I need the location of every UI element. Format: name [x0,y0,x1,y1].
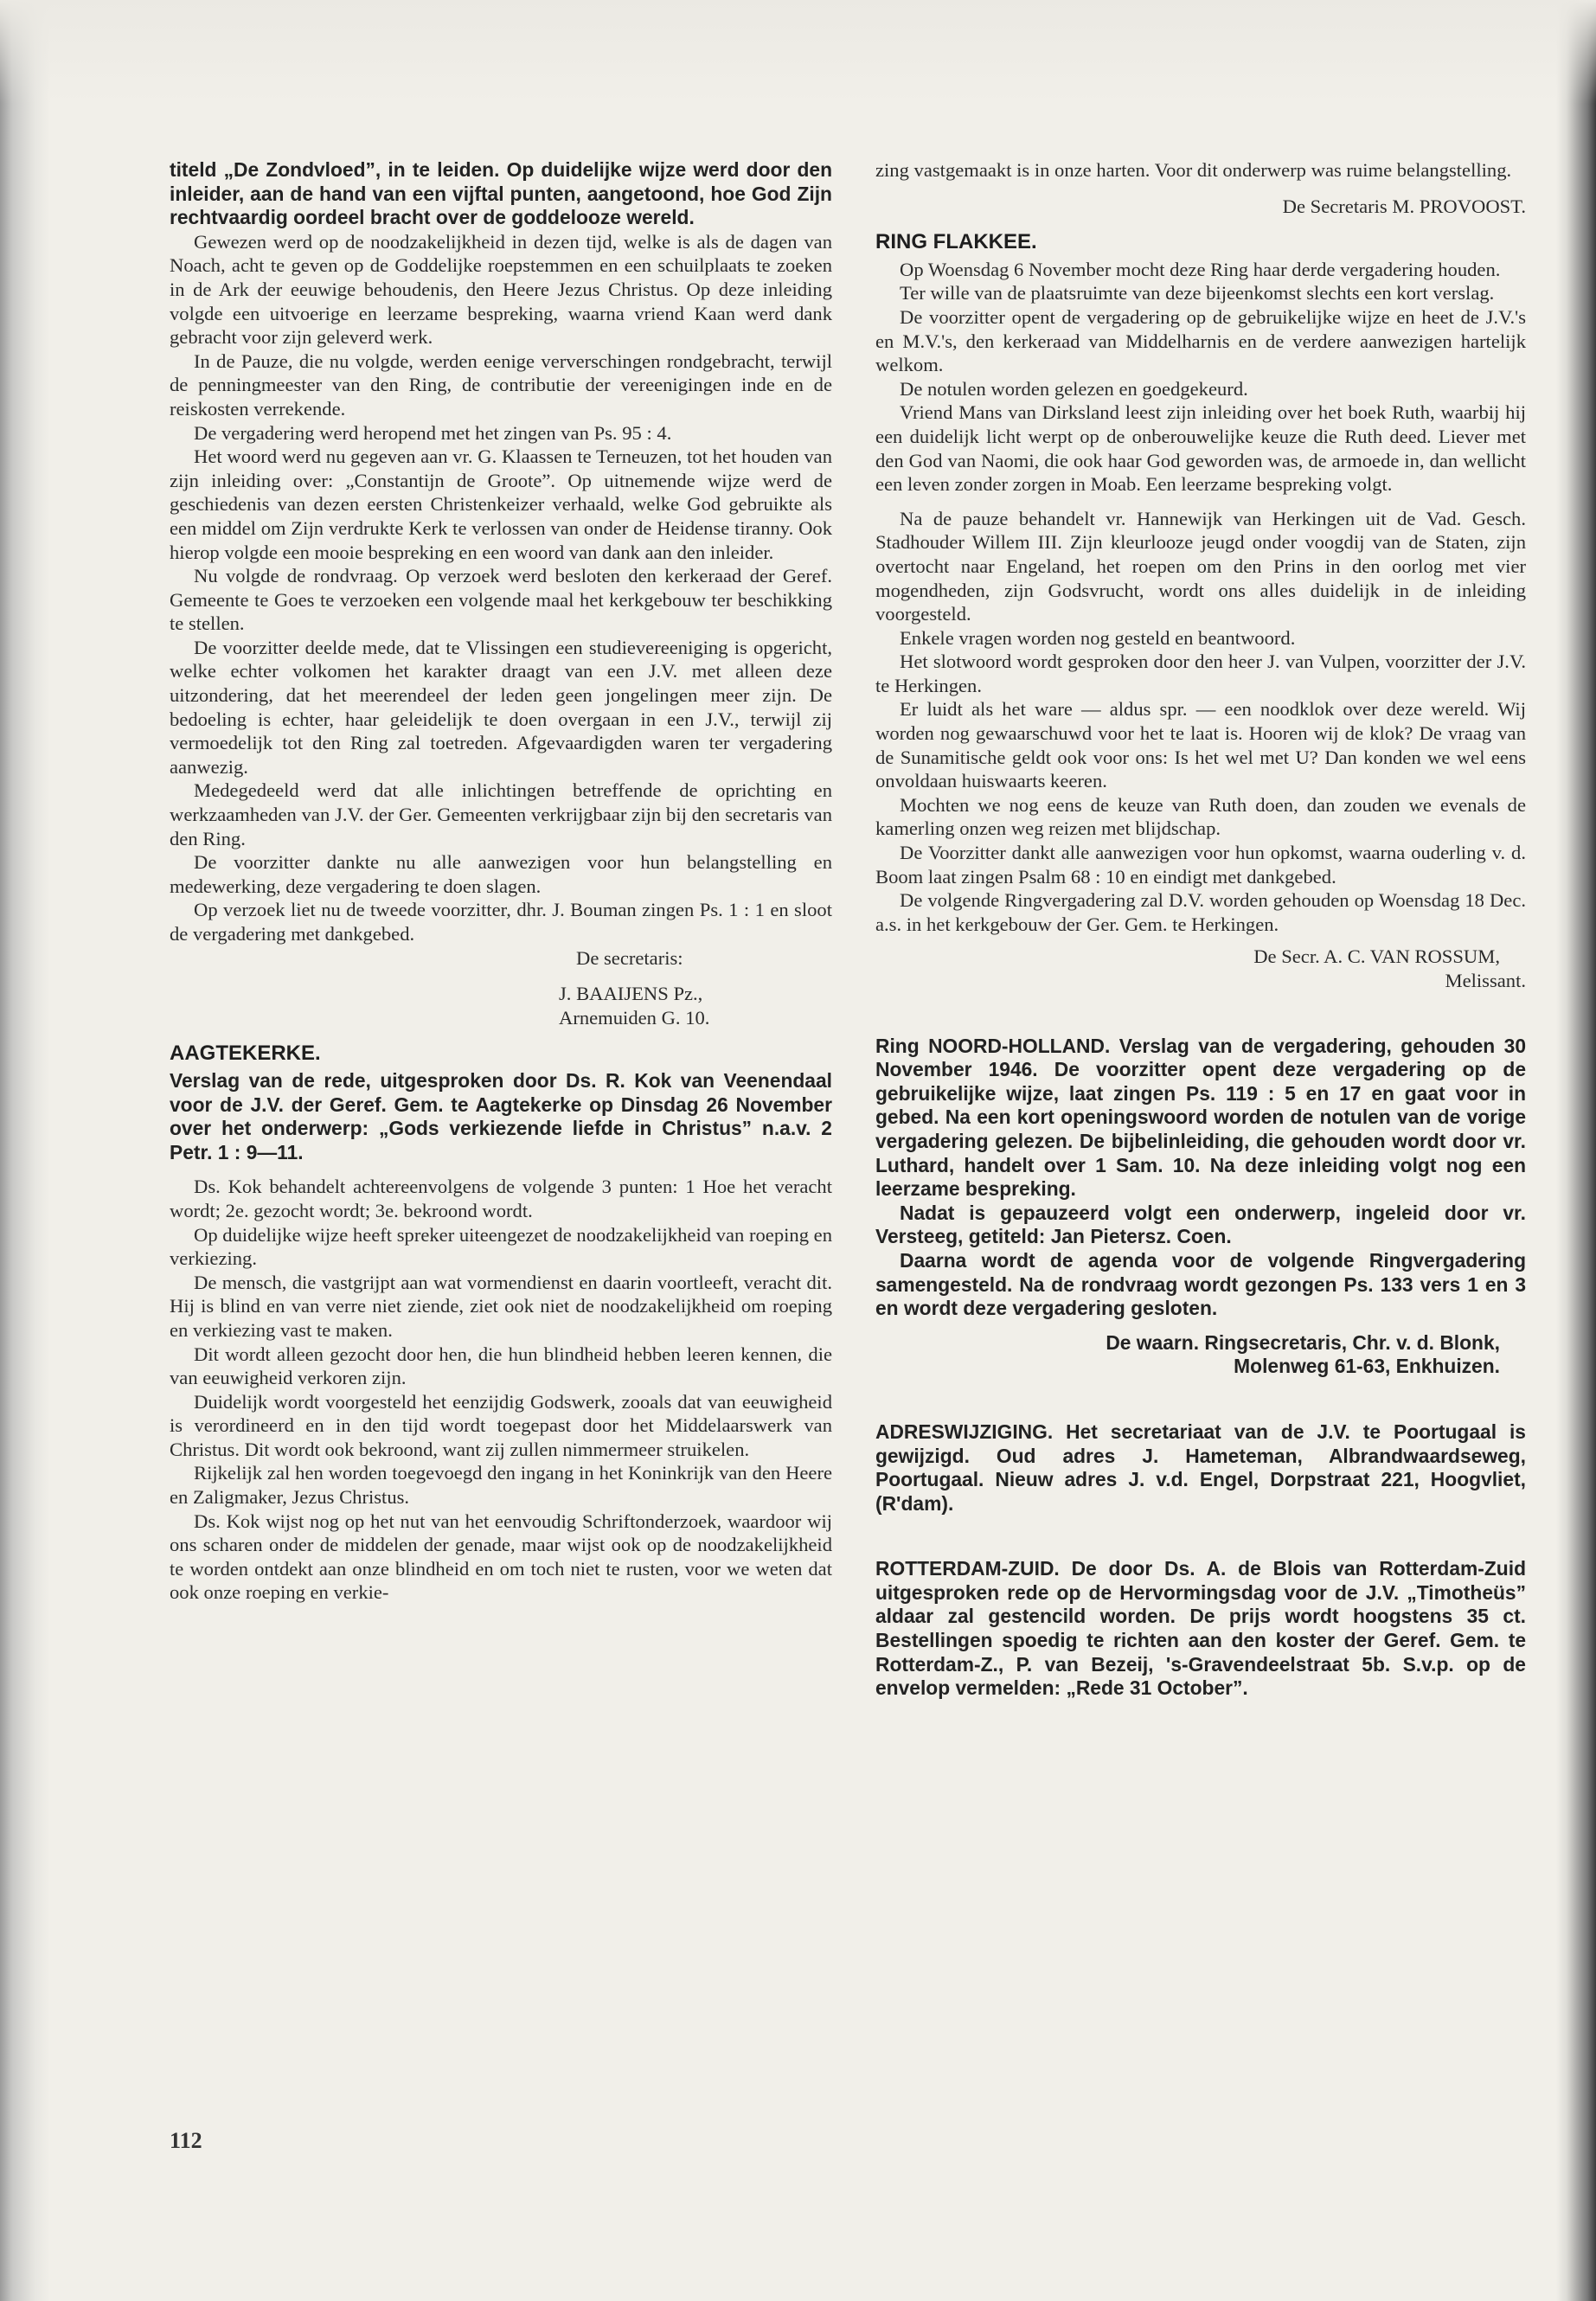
page-top-band [0,0,1596,104]
signature: De Secretaris M. PROVOOST. [1282,195,1526,217]
paragraph: De vergadering werd heropend met het zingen van Ps. 95 : 4. [194,421,672,444]
paragraph: Ds. Kok wijst nog op het nut van het eenvoudig Schriftonderzoek, waardoor wij ons scharen onder de middelen der genade, maar wijst ook op de noodzakelijkheid te worden ontdekt aan onze blindheid en om toch niet te rusten, voor we weten dat ook onze roeping en verkie- [170,1509,832,1604]
page-number: 112 [170,2128,202,2153]
address-change-notice: ADRESWIJZIGING. Het secretariaat van de J.V. te Poortugaal is gewijzigd. Oud adres J. Hameteman, Albrandwaardseweg, Poortugaal. Nieuw adres J. v.d. Engel, Dorpstraat 221, Hoogvliet, (R'dam). [875,1420,1526,1515]
paragraph: Nu volgde de rondvraag. Op verzoek werd besloten den kerkeraad der Geref. Gemeente te Goes te verzoeken een volgende maal het kerkgebouw ter beschikking te stellen. [170,565,832,635]
paragraph: De voorzitter dankte nu alle aanwezigen voor hun belangstelling en medewerking, deze vergadering te doen slagen. [170,851,832,897]
paragraph: In de Pauze, die nu volgde, werden eenige ververschingen rondgebracht, terwijl de penningmeester van den Ring, de contributie der vereenigingen inde en de reiskosten verrekende. [170,349,832,420]
signature-name: J. BAAIJENS Pz., [559,983,703,1005]
paragraph: De mensch, die vastgrijpt aan wat vormendienst en daarin voortleeft, veracht dit. Hij is blind en van verre niet ziende, ziet ook niet de noodzakelijkheid om roeping en verkiezing vast te maken. [170,1271,832,1341]
signature-place: Arnemuiden G. 10. [559,1006,710,1029]
paragraph: De volgende Ringvergadering zal D.V. worden gehouden op Woensdag 18 Dec. a.s. in het kerkgebouw der Ger. Gem. te Herkingen. [875,889,1526,935]
paragraph: Daarna wordt de agenda voor de volgende Ringvergadering samengesteld. Na de rondvraag wordt gezongen Ps. 133 vers 1 en 3 en wordt deze vergadering gesloten. [875,1248,1526,1320]
signature-name: De Secr. A. C. VAN ROSSUM, [1253,945,1500,968]
signature-name: De waarn. Ringsecretaris, Chr. v. d. Blonk, [1106,1330,1500,1354]
paragraph: titeld „De Zondvloed”, in te leiden. Op duidelijke wijze werd door den inleider, aan de hand van een vijftal punten, aangetoond, hoe God Zijn rechtvaardig oordeel bracht over de goddelooze wereld. [170,158,832,229]
paragraph: De voorzitter opent de vergadering op de gebruikelijke wijze en heet de J.V.'s en M.V.'s, den kerkeraad van Middelharnis en de verdere aanwezigen hartelijk welkom. [875,305,1526,376]
paragraph: Dit wordt alleen gezocht door hen, die hun blindheid hebben leeren kennen, die van eeuwigheid verkoren zijn. [170,1343,832,1389]
paragraph: Ter wille van de plaatsruimte van deze bijeenkomst slechts een kort verslag. [900,282,1495,304]
paragraph: De notulen worden gelezen en goedgekeurd. [900,377,1248,400]
paragraph: Medegedeeld werd dat alle inlichtingen betreffende de oprichting en werkzaamheden van J.V. der Ger. Gemeenten verkrijgbaar zijn bij den secretaris van den Ring. [170,779,832,849]
paragraph: Op verzoek liet nu de tweede voorzitter, dhr. J. Bouman zingen Ps. 1 : 1 en sloot de vergadering met dankgebed. [170,899,832,945]
signature-place: Melissant. [1445,970,1526,991]
rotterdam-zuid-notice: ROTTERDAM-ZUID. De door Ds. A. de Blois van Rotterdam-Zuid uitgesproken rede op de Hervormingsdag voor de J.V. „Timotheüs” aldaar zal gestencild worden. De prijs wordt hoogstens 35 ct. Bestellingen spoedig te richten aan den koster der Geref. Gem. te Rotterdam-Z., P. van Bezeij, 's-Gravendeelstraat 5b. S.v.p. op de envelop vermelden: „Rede 31 October”. [875,1557,1526,1700]
paragraph: Rijkelijk zal hen worden toegevoegd den ingang in het Koninkrijk van den Heere en Zaligmaker, Jezus Christus. [170,1462,832,1509]
paragraph: Er luidt als het ware — aldus spr. — een noodklok over deze wereld. Wij worden nog gewaarschuwd voor het te laat is. Hooren wij de klok? De vraag van de Sunamitische geldt ook voor ons: Is het wel met U? Dan konden we wel eens onvoldaan huiswaarts keeren. [875,698,1526,792]
paragraph: Vriend Mans van Dirksland leest zijn inleiding over het boek Ruth, waarbij hij een duidelijk licht werpt op de onberouwelijke keuze die Ruth deed. Liever met den God van Naomi, die ook haar God geworden was, de armoede in, dan wellicht een leven zonder zorgen in Moab. Een leerzame bespreking volgt. [875,401,1526,496]
paragraph: Het woord werd nu gegeven aan vr. G. Klaassen te Terneuzen, tot het houden van zijn inleiding over: „Constantijn de Groote”. Op uitnemende wijze werd de geschiedenis van dezen eersten Christenkeizer verhaald, welke God gebruikte als een middel om Zijn verdrukte Kerk te verlossen van onder de Heidense tiranny. Ook hierop volgde een mooie bespreking en een woord van dank aan den inleider. [170,445,832,563]
paragraph: Ds. Kok behandelt achtereenvolgens de volgende 3 punten: 1 Hoe het veracht wordt; 2e. gezocht wordt; 3e. bekroond wordt. [170,1176,832,1221]
paragraph: Mochten we nog eens de keuze van Ruth doen, dan zouden we evenals de kamerling onzen weg reizen met blijdschap. [875,793,1526,840]
paragraph: Op duidelijke wijze heeft spreker uiteengezet de noodzakelijkheid van roeping en verkiezing. [170,1223,832,1270]
paragraph: Het slotwoord wordt gesproken door den heer J. van Vulpen, voorzitter der J.V. te Herkingen. [875,651,1526,696]
paragraph: Na de pauze behandelt vr. Hannewijk van Herkingen uit de Vad. Gesch. Stadhouder Willem III. Zijn kleurlooze jeugd onder voogdij van de Staten, zijn overtocht naar Engeland, het roepen om den Prins in den oorlog met vier mogendheden, zijn Godsvrucht, wordt ons alles duidelijk in de inleiding voorgesteld. [875,507,1526,625]
page-binding-shadow-left [0,0,50,2301]
section-subheading: Verslag van de rede, uitgesproken door Ds. R. Kok van Veenendaal voor de J.V. der Geref. Gem. te Aagtekerke op Dinsdag 26 November over het onderwerp: „Gods verkiezende liefde in Christus” n.a.v. 2 Petr. 1 : 9—11. [170,1068,832,1163]
paragraph: Duidelijk wordt voorgesteld het eenzijdig Godswerk, zooals dat van eeuwigheid is verordineerd en in den tijd wordt toegepast door het Middelaarswerk van Christus. Dit wordt ook bekroond, want zij zullen nimmermeer struikelen. [170,1390,832,1460]
paragraph: De voorzitter deelde mede, dat te Vlissingen een studievereeniging is opgericht, welke echter volkomen het karakter draagt van een J.V. met alleen deze uitzondering, dat het meerendeel der leden geen jongelingen meer zijn. De bedoeling is echter, haar geleidelijk te doen overgaan in een J.V., terwijl zij vermoedelijk tot den Ring zal toetreden. Afgevaardigden waren ter vergadering aanwezig. [170,636,832,778]
paragraph: Enkele vragen worden nog gesteld en beantwoord. [900,626,1296,649]
paragraph: De Voorzitter dankt alle aanwezigen voor hun opkomst, waarna ouderling v. d. Boom laat zingen Psalm 68 : 10 en eindigt met dankgebed. [875,842,1526,888]
signature-label: De secretaris: [576,946,683,969]
ring-noord-holland-report: Ring NOORD-HOLLAND. Verslag van de vergadering, gehouden 30 November 1946. De voorzitter opent deze vergadering op de gebruikelijke wijze, laat zingen Ps. 119 : 5 en 17 en gaat voor in gebed. Na een kort openingswoord worden de notulen van de vorige vergadering gelezen. De bijbelinleiding, die gehouden wordt door vr. Luthard, handelt over 1 Sam. 10. Na deze inleiding volgt nog een leerzame bespreking. [875,1034,1526,1201]
left-column [170,158,832,1605]
paragraph: Gewezen werd op de noodzakelijkheid in dezen tijd, welke is als de dagen van Noach, acht te geven op de Goddelijke roepstemmen en een schuilplaats te zoeken in de Ark der eeuwige behoudenis, den Heere Jezus Christus. Op deze inleiding volgde een uitvoerige en leerzame bespreking, waarna vriend Kaan werd dank gebracht voor zijn geleverd werk. [170,230,832,349]
signature-place: Molenweg 61-63, Enkhuizen. [1234,1355,1500,1378]
paragraph: Op Woensdag 6 November mocht deze Ring haar derde vergadering houden. [900,258,1501,280]
paragraph: zing vastgemaakt is in onze harten. Voor dit onderwerp was ruime belangstelling. [875,159,1512,181]
page-edge-shadow-right [1556,0,1596,2301]
section-heading-aagtekerke: AAGTEKERKE. [170,1042,321,1066]
section-heading-ring-flakkee: RING FLAKKEE. [875,230,1037,254]
paragraph: Nadat is gepauzeerd volgt een onderwerp, ingeleid door vr. Versteeg, getiteld: Jan Pietersz. Coen. [875,1201,1526,1248]
right-column [875,158,1526,1701]
